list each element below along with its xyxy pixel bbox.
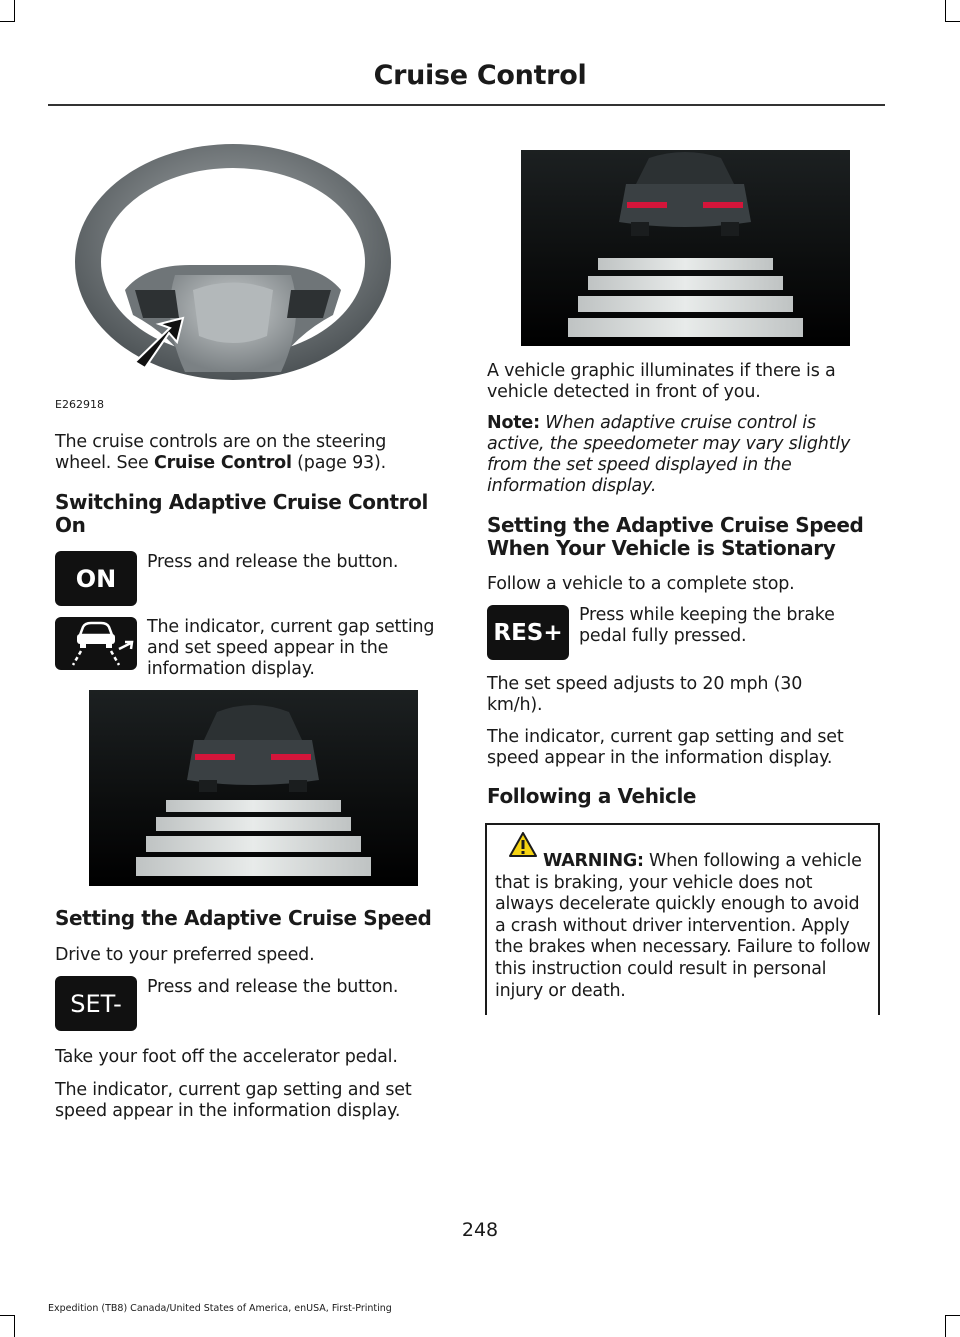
crop-mark — [945, 0, 946, 22]
follow-instruction: Follow a vehicle to a complete stop. — [487, 574, 795, 594]
cross-reference-link[interactable]: Cruise Control — [153, 453, 292, 473]
speed-adjust-text: The set speed adjusts to 20 mph (30 km/h). — [487, 674, 803, 715]
set-minus-button-icon: SET- — [55, 976, 137, 1031]
crop-mark — [946, 21, 960, 22]
section-heading: Setting the Adaptive Cruise Speed When Your Vehicle is Stationary — [487, 513, 864, 560]
note-text: When adaptive cruise control is active, the speedometer may vary slightly from the set speed displayed in the information display. — [487, 413, 851, 496]
on-button-icon: ON — [55, 551, 137, 606]
vehicle-graphic-image — [521, 150, 850, 346]
section-heading: Switching Adaptive Cruise Control On — [55, 490, 428, 537]
crop-mark — [14, 0, 15, 22]
section-heading: Setting the Adaptive Cruise Speed — [55, 906, 432, 930]
page-title: Cruise Control — [373, 60, 587, 91]
foot-instruction: Take your foot off the accelerator pedal. — [55, 1047, 398, 1067]
intro-paragraph — [55, 432, 435, 474]
indicator-description: The indicator, current gap setting and set speed appear in the information display. — [55, 1080, 412, 1121]
note-label: Note: — [487, 413, 540, 433]
intro-page-ref: (page 93). — [291, 453, 386, 473]
note-paragraph — [487, 413, 872, 497]
crop-mark — [0, 21, 14, 22]
crop-mark — [945, 1315, 946, 1337]
warning-label: WARNING: — [543, 851, 644, 871]
graphic-description: A vehicle graphic illuminates if there is a vehicle detected in front of you. — [487, 361, 836, 402]
figure-code: E262918 — [55, 398, 104, 411]
crop-mark — [946, 1315, 960, 1316]
steering-wheel-figure — [55, 140, 410, 415]
on-instruction: Press and release the button. — [147, 552, 399, 572]
drive-instruction: Drive to your preferred speed. — [55, 945, 315, 965]
crop-mark — [0, 1315, 14, 1316]
page-number: 248 — [461, 1219, 499, 1241]
warning-text: When following a vehicle that is braking, your vehicle does not always decelerate quickly enough to avoid a crash without driver intervention. Apply the brakes when necessary. Failure to follow this instruction could result in personal injury or death. — [495, 851, 871, 1001]
footer-text: Expedition (TB8) Canada/United States of America, enUSA, First-Printing — [48, 1303, 392, 1314]
section-heading: Following a Vehicle — [487, 784, 697, 808]
adaptive-cruise-indicator-icon — [55, 617, 137, 670]
indicator-description: The indicator, current gap setting and set speed appear in the information display. — [487, 727, 844, 768]
set-instruction: Press and release the button. — [147, 977, 399, 997]
header-divider — [48, 104, 885, 106]
crop-mark — [14, 1315, 15, 1337]
vehicle-graphic-image — [89, 690, 418, 886]
steering-wheel-illustration — [55, 140, 410, 415]
warning-paragraph — [495, 851, 871, 1002]
intro-text: The cruise controls are on the steering wheel. See — [55, 432, 387, 473]
res-plus-button-icon: RES+ — [487, 605, 569, 660]
res-instruction: Press while keeping the brake pedal fully pressed. — [579, 605, 835, 646]
indicator-description: The indicator, current gap setting and set speed appear in the information display. — [147, 617, 435, 679]
